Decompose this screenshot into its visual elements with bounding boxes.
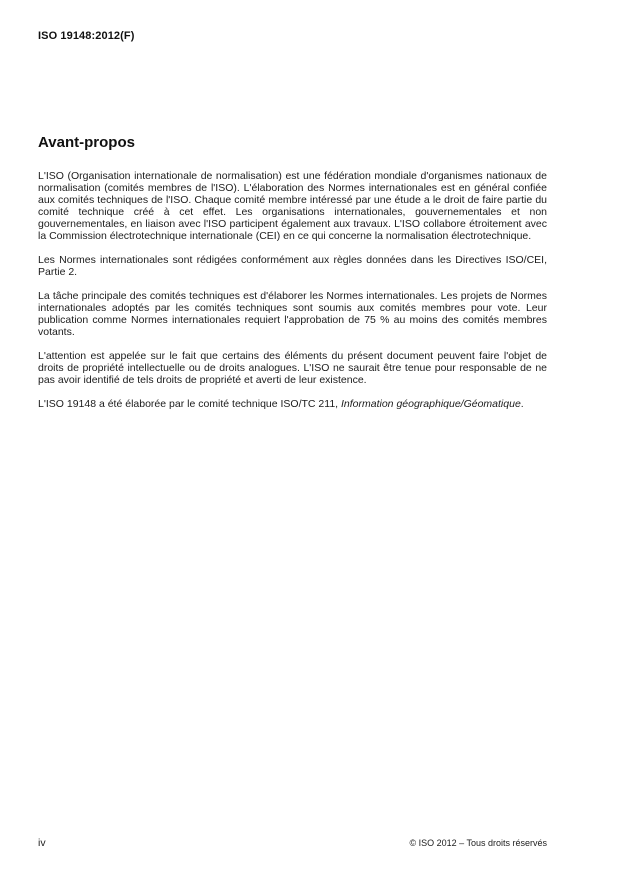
foreword-paragraph-3: La tâche principale des comités techniques est d'élaborer les Normes internationales. Les projets de Normes internationales adoptés par les comités techniques sont soumis aux comités membres pour vote. Leur publication comme Normes internationales requiert l'approbation de 75 % au moins des comités membres votants. bbox=[38, 290, 547, 338]
foreword-title: Avant-propos bbox=[38, 134, 135, 151]
document-reference-header: ISO 19148:2012(F) bbox=[38, 30, 135, 42]
foreword-paragraph-4: L'attention est appelée sur le fait que certains des éléments du présent document peuvent faire l'objet de droits de propriété intellectuelle ou de droits analogues. L'ISO ne saurait être tenue pour responsable de ne pas avoir identifié de tels droits de propriété et averti de leur existence. bbox=[38, 350, 547, 386]
foreword-paragraph-5 bbox=[38, 398, 547, 410]
foreword-paragraph-5-tail: . bbox=[520, 398, 524, 410]
page-content bbox=[38, 0, 547, 410]
foreword-paragraph-1: L'ISO (Organisation internationale de normalisation) est une fédération mondiale d'organismes nationaux de normalisation (comités membres de l'ISO). L'élaboration des Normes internationales est en général confiée aux comités techniques de l'ISO. Chaque comité membre intéressé par une étude a le droit de faire partie du comité technique créé à cet effet. Les organisations internationales, gouvernementales et non gouvernementales, en liaison avec l'ISO participent également aux travaux. L'ISO collabore étroitement avec la Commission électrotechnique internationale (CEI) en ce qui concerne la normalisation électrotechnique. bbox=[38, 170, 547, 242]
foreword-paragraph-5-italic: Information géographique/Géomatique bbox=[341, 398, 521, 410]
copyright-notice: © ISO 2012 – Tous droits réservés bbox=[409, 838, 547, 848]
page-footer bbox=[38, 837, 547, 849]
page-number: iv bbox=[38, 837, 46, 849]
foreword-paragraph-5-lead: L'ISO 19148 a été élaborée par le comité technique ISO/TC 211, bbox=[38, 398, 341, 410]
foreword-paragraph-2: Les Normes internationales sont rédigées conformément aux règles données dans les Directives ISO/CEI, Partie 2. bbox=[38, 254, 547, 278]
